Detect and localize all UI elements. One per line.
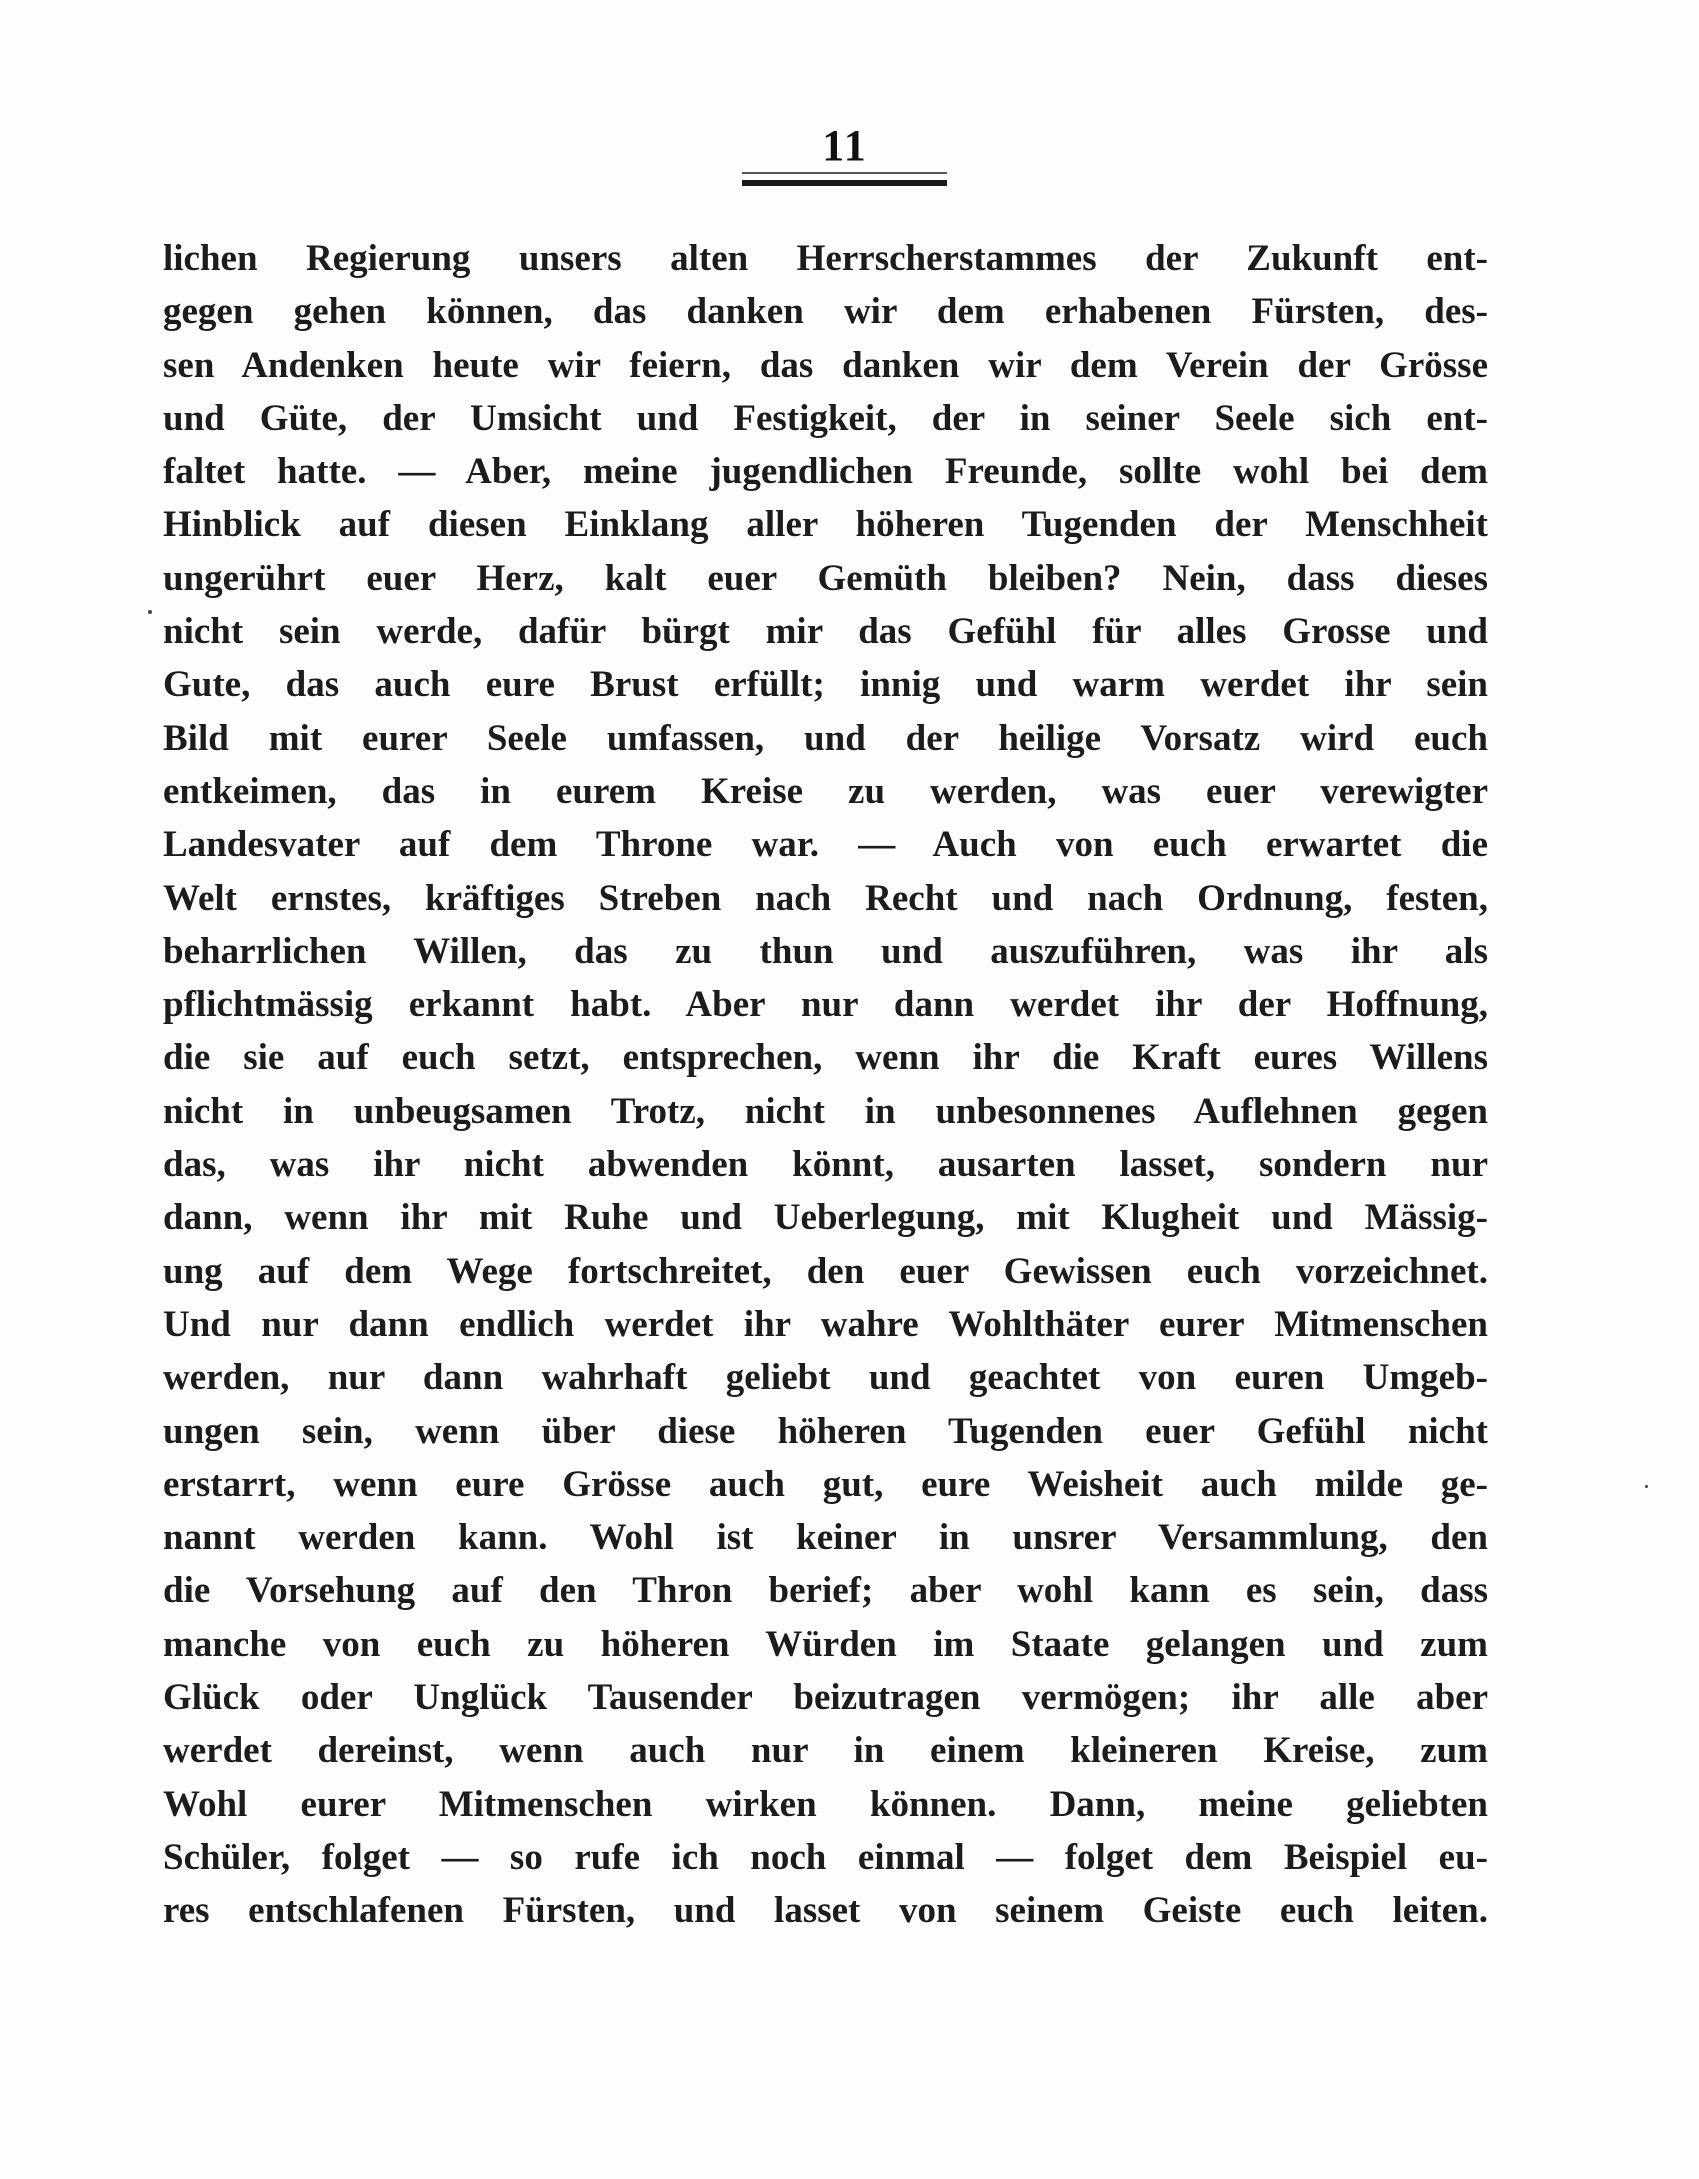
text-line: Welt ernstes, kräftiges Streben nach Recht und nach Ordnung, festen, bbox=[163, 877, 1488, 919]
text-line: manche von euch zu höheren Würden im Staate gelangen und zum bbox=[163, 1623, 1488, 1665]
header-rule-thin bbox=[742, 172, 947, 174]
text-line: das, was ihr nicht abwenden könnt, ausarten lasset, sondern nur bbox=[163, 1144, 1488, 1186]
text-line: Bild mit eurer Seele umfassen, und der heilige Vorsatz wird euch bbox=[163, 717, 1488, 759]
text-line: gegen gehen können, das danken wir dem erhabenen Fürsten, des- bbox=[163, 291, 1488, 333]
text-line: nicht sein werde, dafür bürgt mir das Gefühl für alles Grosse und bbox=[163, 611, 1488, 653]
header-rule bbox=[742, 180, 947, 186]
text-line: Landesvater auf dem Throne war. — Auch von euch erwartet die bbox=[163, 824, 1488, 866]
text-line: faltet hatte. — Aber, meine jugendlichen Freunde, sollte wohl bei dem bbox=[163, 451, 1488, 493]
paper-speck bbox=[1645, 1485, 1648, 1488]
text-line: Hinblick auf diesen Einklang aller höheren Tugenden der Menschheit bbox=[163, 504, 1488, 546]
text-line: werden, nur dann wahrhaft geliebt und geachtet von euren Umgeb- bbox=[163, 1357, 1488, 1399]
text-line: nicht in unbeugsamen Trotz, nicht in unbesonnenes Auflehnen gegen bbox=[163, 1090, 1488, 1132]
text-line: Schüler, folget — so rufe ich noch einmal — folget dem Beispiel eu- bbox=[163, 1836, 1488, 1878]
paper-speck bbox=[148, 610, 152, 614]
text-line: ungen sein, wenn über diese höheren Tugenden euer Gefühl nicht bbox=[163, 1410, 1488, 1452]
text-line: werdet dereinst, wenn auch nur in einem kleineren Kreise, zum bbox=[163, 1730, 1488, 1772]
text-line: dann, wenn ihr mit Ruhe und Ueberlegung, mit Klugheit und Mässig- bbox=[163, 1197, 1488, 1239]
text-line: nannt werden kann. Wohl ist keiner in unsrer Versammlung, den bbox=[163, 1517, 1488, 1559]
text-line: beharrlichen Willen, das zu thun und auszuführen, was ihr als bbox=[163, 930, 1488, 972]
text-line: Wohl eurer Mitmenschen wirken können. Dann, meine geliebten bbox=[163, 1783, 1488, 1825]
text-line: Gute, das auch eure Brust erfüllt; innig und warm werdet ihr sein bbox=[163, 664, 1488, 706]
page-number: 11 bbox=[822, 121, 868, 170]
text-line: Glück oder Unglück Tausender beizutragen vermögen; ihr alle aber bbox=[163, 1677, 1488, 1719]
text-line: pflichtmässig erkannt habt. Aber nur dann werdet ihr der Hoffnung, bbox=[163, 984, 1488, 1026]
text-line: ungerührt euer Herz, kalt euer Gemüth bleiben? Nein, dass dieses bbox=[163, 557, 1488, 599]
text-line: res entschlafenen Fürsten, und lasset von seinem Geiste euch leiten. bbox=[163, 1890, 1488, 1932]
text-line: die Vorsehung auf den Thron berief; aber wohl kann es sein, dass bbox=[163, 1570, 1488, 1612]
text-line: lichen Regierung unsers alten Herrscherstammes der Zukunft ent- bbox=[163, 238, 1488, 279]
text-line: die sie auf euch setzt, entsprechen, wenn ihr die Kraft eures Willens bbox=[163, 1037, 1488, 1079]
text-line: Und nur dann endlich werdet ihr wahre Wohlthäter eurer Mitmenschen bbox=[163, 1303, 1488, 1345]
text-line: und Güte, der Umsicht und Festigkeit, der in seiner Seele sich ent- bbox=[163, 397, 1488, 439]
text-line: ung auf dem Wege fortschreitet, den euer Gewissen euch vorzeichnet. bbox=[163, 1250, 1488, 1292]
body-text bbox=[163, 232, 1488, 1938]
text-line: sen Andenken heute wir feiern, das danken wir dem Verein der Grösse bbox=[163, 344, 1488, 386]
text-line: entkeimen, das in eurem Kreise zu werden, was euer verewigter bbox=[163, 770, 1488, 812]
text-line: erstarrt, wenn eure Grösse auch gut, eure Weisheit auch milde ge- bbox=[163, 1463, 1488, 1505]
